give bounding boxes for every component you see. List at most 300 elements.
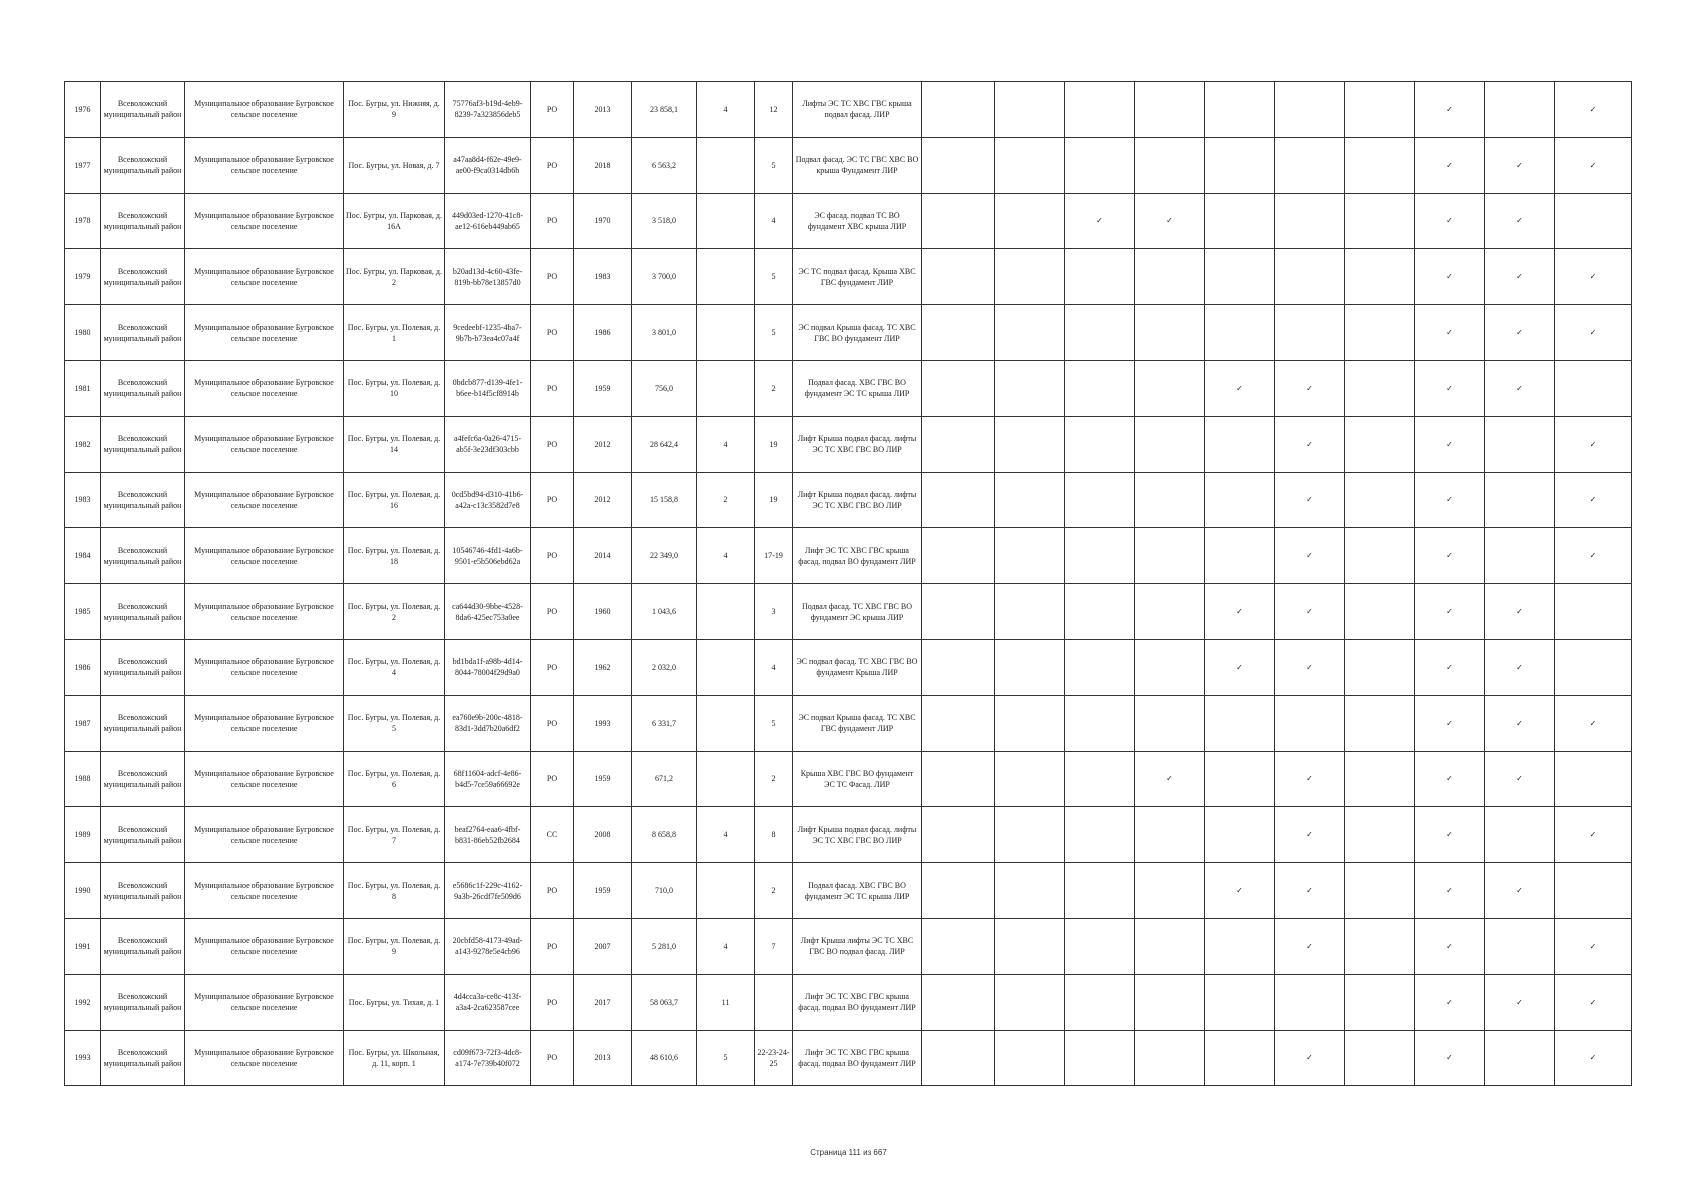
municipality-cell: Муниципальное образование Бугровское сельское поселение [185,137,344,193]
check-cell [1135,472,1205,528]
row-number: 1980 [65,305,101,361]
checkmark-icon: ✓ [1516,662,1523,672]
check-cell [1205,974,1275,1030]
municipality-cell: Муниципальное образование Бугровское сельское поселение [185,82,344,138]
row-number: 1977 [65,137,101,193]
fund-form-cell: РО [531,918,574,974]
checkmark-icon: ✓ [1589,551,1597,561]
works-list-cell: ЭС подвал фасад. ТС ХВС ГВС ВО фундамент Крыша ЛИР [793,639,922,695]
check-cell [1415,193,1485,249]
checkmark-icon: ✓ [1306,1053,1313,1063]
fund-form-cell: РО [531,974,574,1030]
check-cell [1065,472,1135,528]
lifts-count-cell [697,193,755,249]
check-cell [1135,1030,1205,1086]
floors-cell: 12 [755,82,793,138]
check-cell [995,863,1065,919]
lifts-count-cell [697,695,755,751]
area-cell: 3 801,0 [632,305,697,361]
table-row [65,1030,1632,1086]
check-cell [1555,82,1632,138]
row-number: 1991 [65,918,101,974]
checkmark-icon: ✓ [1589,997,1597,1007]
address-cell: Пос. Бугры, ул. Парковая, д. 2 [344,249,445,305]
check-cell [922,82,995,138]
row-number: 1989 [65,807,101,863]
check-cell [1485,918,1555,974]
checkmark-icon: ✓ [1589,439,1597,449]
floors-cell: 22-23-24-25 [755,1030,793,1086]
check-cell [1555,918,1632,974]
address-cell: Пос. Бугры, ул. Полевая, д. 18 [344,528,445,584]
row-number: 1985 [65,584,101,640]
row-number: 1981 [65,360,101,416]
works-list-cell: Лифт Крыша подвал фасад. лифты ЭС ТС ХВС ГВС ВО ЛИР [793,472,922,528]
row-number: 1982 [65,416,101,472]
building-code-cell: 20cbfd58-4173-49ad-a143-9278e5e4cb96 [445,918,531,974]
register-table [64,81,1632,1086]
year-cell: 1970 [574,193,632,249]
check-cell [1555,807,1632,863]
check-cell [1065,918,1135,974]
check-cell [1555,360,1632,416]
floors-cell: 4 [755,639,793,695]
table-row [65,193,1632,249]
checkmark-icon: ✓ [1589,830,1597,840]
table-row [65,528,1632,584]
check-cell [1135,416,1205,472]
area-cell: 48 610,6 [632,1030,697,1086]
fund-form-cell: РО [531,639,574,695]
floors-cell: 4 [755,193,793,249]
table-row [65,305,1632,361]
check-cell [995,807,1065,863]
year-cell: 2014 [574,528,632,584]
table-row [65,584,1632,640]
table-row [65,639,1632,695]
fund-form-cell: РО [531,584,574,640]
table-row [65,416,1632,472]
check-cell [1415,528,1485,584]
municipality-cell: Муниципальное образование Бугровское сельское поселение [185,416,344,472]
check-cell [1065,695,1135,751]
check-cell [1345,416,1415,472]
address-cell: Пос. Бугры, ул. Новая, д. 7 [344,137,445,193]
check-cell [1555,193,1632,249]
check-cell [1345,751,1415,807]
municipality-cell: Муниципальное образование Бугровское сельское поселение [185,918,344,974]
checkmark-icon: ✓ [1516,774,1523,784]
check-cell [1555,584,1632,640]
check-cell [1065,751,1135,807]
check-cell [1135,695,1205,751]
district-cell: Всеволожский муниципальный район [101,1030,185,1086]
district-cell: Всеволожский муниципальный район [101,584,185,640]
municipality-cell: Муниципальное образование Бугровское сельское поселение [185,528,344,584]
check-cell [1065,193,1135,249]
check-cell [1065,360,1135,416]
checkmark-icon: ✓ [1516,997,1523,1007]
municipality-cell: Муниципальное образование Бугровское сельское поселение [185,639,344,695]
address-cell: Пос. Бугры, ул. Полевая, д. 9 [344,918,445,974]
lifts-count-cell [697,639,755,695]
district-cell: Всеволожский муниципальный район [101,807,185,863]
table-row [65,918,1632,974]
check-cell [1135,974,1205,1030]
fund-form-cell: СС [531,807,574,863]
year-cell: 2007 [574,918,632,974]
check-cell [1555,305,1632,361]
building-code-cell: cd09f673-72f3-4dc8-a174-7e739b40f072 [445,1030,531,1086]
works-list-cell: ЭС ТС подвал фасад. Крыша ХВС ГВС фундамент ЛИР [793,249,922,305]
building-code-cell: 10546746-4fd1-4a6b-9501-e5b506ebd62a [445,528,531,584]
lifts-count-cell [697,751,755,807]
check-cell [1065,82,1135,138]
works-list-cell: ЭС подвал Крыша фасад. ТС ХВС ГВС фундамент ЛИР [793,695,922,751]
address-cell: Пос. Бугры, ул. Полевая, д. 5 [344,695,445,751]
check-cell [1135,639,1205,695]
check-cell [1275,918,1345,974]
check-cell [1345,584,1415,640]
check-cell [1485,472,1555,528]
fund-form-cell: РО [531,82,574,138]
floors-cell: 19 [755,472,793,528]
floors-cell: 19 [755,416,793,472]
check-cell [1415,974,1485,1030]
check-cell [1345,528,1415,584]
fund-form-cell: РО [531,193,574,249]
table-row [65,863,1632,919]
fund-form-cell: РО [531,472,574,528]
page-number: Страница 111 из 667 [810,1148,887,1157]
district-cell: Всеволожский муниципальный район [101,193,185,249]
lifts-count-cell [697,249,755,305]
municipality-cell: Муниципальное образование Бугровское сельское поселение [185,1030,344,1086]
check-cell [995,137,1065,193]
checkmark-icon: ✓ [1516,160,1523,170]
checkmark-icon: ✓ [1516,718,1523,728]
floors-cell: 17-19 [755,528,793,584]
area-cell: 58 063,7 [632,974,697,1030]
check-cell [1345,305,1415,361]
check-cell [995,974,1065,1030]
check-cell [1275,974,1345,1030]
fund-form-cell: РО [531,751,574,807]
check-cell [1555,639,1632,695]
check-cell [1135,82,1205,138]
address-cell: Пос. Бугры, ул. Полевая, д. 7 [344,807,445,863]
district-cell: Всеволожский муниципальный район [101,305,185,361]
check-cell [995,82,1065,138]
floors-cell: 2 [755,863,793,919]
check-cell [922,751,995,807]
works-list-cell: Лифт ЭС ТС ХВС ГВС крыша фасад. подвал ВО фундамент ЛИР [793,974,922,1030]
building-code-cell: ca644d30-9bbe-4528-8da6-425ec753a0ee [445,584,531,640]
lifts-count-cell: 4 [697,82,755,138]
check-cell [1205,584,1275,640]
check-cell [1485,1030,1555,1086]
check-cell [1555,137,1632,193]
check-cell [1345,137,1415,193]
checkmark-icon: ✓ [1166,774,1173,784]
year-cell: 2018 [574,137,632,193]
check-cell [1485,305,1555,361]
check-cell [922,695,995,751]
check-cell [922,974,995,1030]
check-cell [1205,82,1275,138]
check-cell [1135,137,1205,193]
checkmark-icon: ✓ [1306,607,1313,617]
checkmark-icon: ✓ [1589,718,1597,728]
address-cell: Пос. Бугры, ул. Тихая, д. 1 [344,974,445,1030]
check-cell [1275,863,1345,919]
table-row [65,695,1632,751]
lifts-count-cell [697,137,755,193]
area-cell: 3 518,0 [632,193,697,249]
municipality-cell: Муниципальное образование Бугровское сельское поселение [185,863,344,919]
row-number: 1984 [65,528,101,584]
check-cell [1275,137,1345,193]
area-cell: 28 642,4 [632,416,697,472]
lifts-count-cell: 4 [697,528,755,584]
check-cell [1275,807,1345,863]
lifts-count-cell: 4 [697,416,755,472]
municipality-cell: Муниципальное образование Бугровское сельское поселение [185,305,344,361]
check-cell [1345,82,1415,138]
works-list-cell: ЭС подвал Крыша фасад. ТС ХВС ГВС ВО фундамент ЛИР [793,305,922,361]
municipality-cell: Муниципальное образование Бугровское сельское поселение [185,360,344,416]
check-cell [1555,528,1632,584]
district-cell: Всеволожский муниципальный район [101,416,185,472]
check-cell [1415,584,1485,640]
district-cell: Всеволожский муниципальный район [101,360,185,416]
checkmark-icon: ✓ [1306,383,1313,393]
check-cell [1415,639,1485,695]
building-code-cell: 0bdcb877-d139-4fe1-b6ee-b14f5cf8914b [445,360,531,416]
checkmark-icon: ✓ [1446,495,1453,505]
fund-form-cell: РО [531,360,574,416]
checkmark-icon: ✓ [1516,216,1523,226]
check-cell [1555,695,1632,751]
checkmark-icon: ✓ [1446,662,1453,672]
check-cell [995,695,1065,751]
check-cell [1415,1030,1485,1086]
check-cell [922,639,995,695]
district-cell: Всеволожский муниципальный район [101,137,185,193]
check-cell [1415,807,1485,863]
check-cell [1555,751,1632,807]
check-cell [1065,863,1135,919]
check-cell [1485,695,1555,751]
check-cell [1275,639,1345,695]
checkmark-icon: ✓ [1446,941,1453,951]
check-cell [1345,918,1415,974]
floors-cell [755,974,793,1030]
check-cell [1135,305,1205,361]
address-cell: Пос. Бугры, ул. Полевая, д. 8 [344,863,445,919]
municipality-cell: Муниципальное образование Бугровское сельское поселение [185,751,344,807]
district-cell: Всеволожский муниципальный район [101,528,185,584]
floors-cell: 2 [755,360,793,416]
check-cell [922,249,995,305]
check-cell [1415,918,1485,974]
address-cell: Пос. Бугры, ул. Полевая, д. 10 [344,360,445,416]
fund-form-cell: РО [531,863,574,919]
check-cell [1485,82,1555,138]
check-cell [1205,751,1275,807]
area-cell: 22 349,0 [632,528,697,584]
checkmark-icon: ✓ [1446,160,1453,170]
check-cell [995,472,1065,528]
check-cell [1275,416,1345,472]
checkmark-icon: ✓ [1516,383,1523,393]
district-cell: Всеволожский муниципальный район [101,751,185,807]
building-code-cell: e5686c1f-229c-4162-9a3b-26cdf7fe509d6 [445,863,531,919]
works-list-cell: ЭС фасад. подвал ТС ВО фундамент ХВС крыша ЛИР [793,193,922,249]
check-cell [1135,528,1205,584]
address-cell: Пос. Бугры, ул. Полевая, д. 16 [344,472,445,528]
works-list-cell: Подвал фасад. ЭС ТС ГВС ХВС ВО крыша Фундамент ЛИР [793,137,922,193]
municipality-cell: Муниципальное образование Бугровское сельское поселение [185,193,344,249]
check-cell [1205,416,1275,472]
checkmark-icon: ✓ [1589,328,1597,338]
district-cell: Всеволожский муниципальный район [101,249,185,305]
check-cell [995,193,1065,249]
check-cell [1415,695,1485,751]
row-number: 1987 [65,695,101,751]
check-cell [1275,305,1345,361]
row-number: 1979 [65,249,101,305]
checkmark-icon: ✓ [1589,941,1597,951]
check-cell [922,360,995,416]
check-cell [995,1030,1065,1086]
checkmark-icon: ✓ [1446,830,1453,840]
fund-form-cell: РО [531,1030,574,1086]
municipality-cell: Муниципальное образование Бугровское сельское поселение [185,807,344,863]
table-row [65,137,1632,193]
municipality-cell: Муниципальное образование Бугровское сельское поселение [185,472,344,528]
table-row [65,82,1632,138]
check-cell [1205,918,1275,974]
year-cell: 1962 [574,639,632,695]
address-cell: Пос. Бугры, ул. Нижняя, д. 9 [344,82,445,138]
fund-form-cell: РО [531,695,574,751]
works-list-cell: Лифт Крыша подвал фасад. лифты ЭС ТС ХВС ГВС ВО ЛИР [793,416,922,472]
building-code-cell: a47aa8d4-f62e-49e9-ae00-f9ca0314db6b [445,137,531,193]
check-cell [1065,584,1135,640]
check-cell [1485,751,1555,807]
check-cell [995,360,1065,416]
check-cell [1205,305,1275,361]
check-cell [1205,249,1275,305]
checkmark-icon: ✓ [1446,774,1453,784]
lifts-count-cell [697,305,755,361]
district-cell: Всеволожский муниципальный район [101,472,185,528]
address-cell: Пос. Бугры, ул. Полевая, д. 4 [344,639,445,695]
check-cell [922,863,995,919]
check-cell [922,137,995,193]
check-cell [1485,360,1555,416]
floors-cell: 8 [755,807,793,863]
checkmark-icon: ✓ [1446,383,1453,393]
checkmark-icon: ✓ [1446,718,1453,728]
building-code-cell: 75776af3-b19d-4eb9-8239-7a323856deb5 [445,82,531,138]
checkmark-icon: ✓ [1306,495,1313,505]
year-cell: 1960 [574,584,632,640]
checkmark-icon: ✓ [1446,216,1453,226]
checkmark-icon: ✓ [1236,662,1243,672]
area-cell: 6 331,7 [632,695,697,751]
check-cell [1275,695,1345,751]
check-cell [922,472,995,528]
check-cell [1065,1030,1135,1086]
check-cell [1135,360,1205,416]
fund-form-cell: РО [531,137,574,193]
check-cell [1345,249,1415,305]
check-cell [995,584,1065,640]
area-cell: 15 158,8 [632,472,697,528]
district-cell: Всеволожский муниципальный район [101,863,185,919]
checkmark-icon: ✓ [1589,160,1597,170]
check-cell [922,807,995,863]
check-cell [1485,584,1555,640]
table-row [65,751,1632,807]
check-cell [1345,639,1415,695]
check-cell [1135,584,1205,640]
row-number: 1976 [65,82,101,138]
address-cell: Пос. Бугры, ул. Школьная, д. 11, корп. 1 [344,1030,445,1086]
check-cell [1555,472,1632,528]
lifts-count-cell: 4 [697,918,755,974]
lifts-count-cell [697,584,755,640]
check-cell [1415,82,1485,138]
municipality-cell: Муниципальное образование Бугровское сельское поселение [185,584,344,640]
check-cell [1065,249,1135,305]
works-list-cell: Подвал фасад. ХВС ГВС ВО фундамент ЭС ТС крыша ЛИР [793,863,922,919]
lifts-count-cell [697,360,755,416]
year-cell: 2012 [574,472,632,528]
check-cell [1345,695,1415,751]
check-cell [922,193,995,249]
check-cell [1205,360,1275,416]
check-cell [1485,249,1555,305]
check-cell [1345,974,1415,1030]
district-cell: Всеволожский муниципальный район [101,695,185,751]
floors-cell: 7 [755,918,793,974]
checkmark-icon: ✓ [1446,551,1453,561]
check-cell [1275,584,1345,640]
floors-cell: 2 [755,751,793,807]
area-cell: 8 658,8 [632,807,697,863]
checkmark-icon: ✓ [1516,272,1523,282]
check-cell [1555,249,1632,305]
check-cell [1205,137,1275,193]
works-list-cell: Лифт Крыша лифты ЭС ТС ХВС ГВС ВО подвал фасад. ЛИР [793,918,922,974]
checkmark-icon: ✓ [1096,216,1103,226]
checkmark-icon: ✓ [1306,551,1313,561]
check-cell [1415,305,1485,361]
lifts-count-cell [697,863,755,919]
area-cell: 23 858,1 [632,82,697,138]
area-cell: 1 043,6 [632,584,697,640]
check-cell [1135,193,1205,249]
area-cell: 6 563,2 [632,137,697,193]
check-cell [1485,639,1555,695]
check-cell [1275,193,1345,249]
district-cell: Всеволожский муниципальный район [101,918,185,974]
check-cell [1135,751,1205,807]
check-cell [1555,974,1632,1030]
